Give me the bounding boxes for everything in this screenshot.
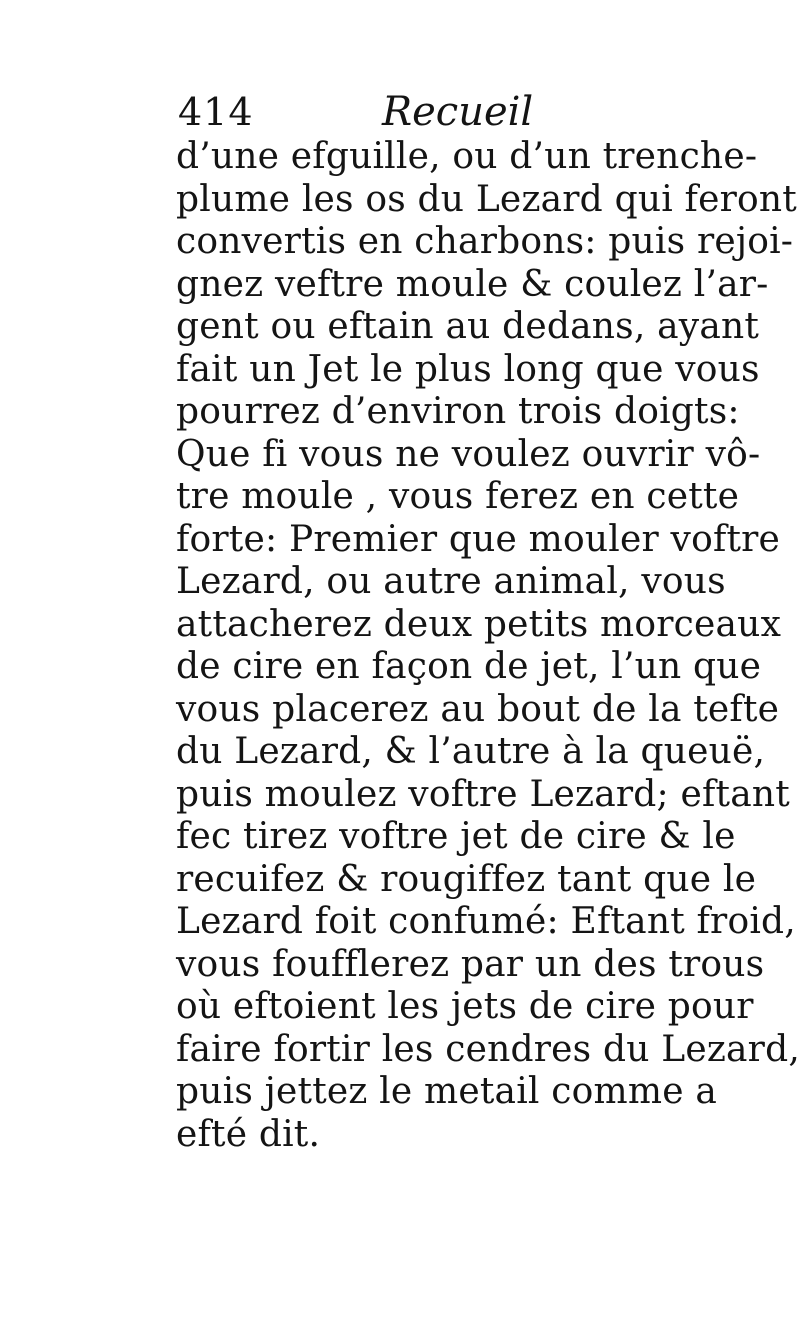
text-line: efté dit.	[176, 1113, 321, 1155]
text-line: forte: Premier que mouler voftre	[176, 518, 781, 560]
text-line: où eftoient les jets de cire pour	[176, 986, 754, 1027]
text-line: Que fi vous ne voulez ouvrir vô-	[176, 433, 761, 475]
text-line: du Lezard, & l’autre à la queuë,	[176, 731, 766, 772]
text-line: pourrez d’environ trois doigts:	[176, 391, 740, 432]
text-line: faire fortir les cendres du Lezard,	[176, 1028, 800, 1070]
body-text	[176, 136, 800, 1156]
text-line: fec tirez voftre jet de cire & le	[176, 816, 736, 857]
text-line: convertis en charbons: puis rejoi-	[176, 221, 794, 262]
text-line: d’une efguille, ou d’un trenche-	[176, 136, 758, 177]
text-line: de cire en façon de jet, l’un que	[176, 646, 762, 687]
text-line: plume les os du Lezard qui feront	[176, 178, 797, 220]
text-line: gent ou eftain au dedans, ayant	[176, 306, 760, 347]
text-line: Lezard, ou autre animal, vous	[176, 561, 726, 602]
text-line: attacherez deux petits morceaux	[176, 603, 782, 645]
text-line: vous placerez au bout de la tefte	[176, 688, 780, 730]
text-line: tre moule , vous ferez en cette	[176, 476, 740, 517]
text-line: fait un Jet le plus long que vous	[176, 348, 760, 390]
text-line: vous foufflerez par un des trous	[176, 943, 765, 985]
page-number: 414	[178, 90, 254, 134]
text-line: gnez veftre moule & coulez l’ar-	[176, 263, 769, 305]
text-line: Lezard foit confumé: Eftant froid,	[176, 901, 796, 942]
page-header	[178, 88, 698, 140]
text-line: puis jettez le metail comme a	[176, 1071, 718, 1112]
text-line: recuifez & rougiffez tant que le	[176, 858, 757, 900]
text-line: puis moulez voftre Lezard; eftant	[176, 773, 790, 815]
running-head: Recueil	[382, 89, 534, 135]
